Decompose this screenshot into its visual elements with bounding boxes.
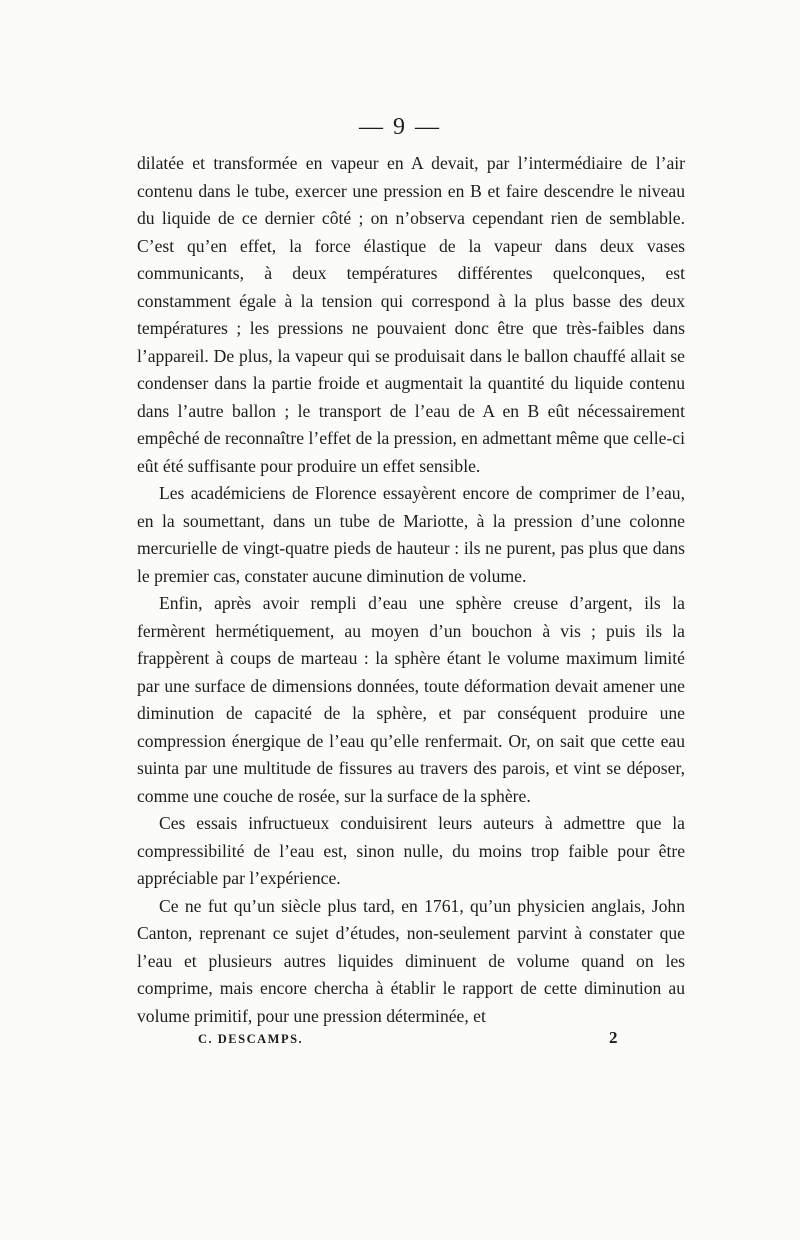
paragraph-2: Les académiciens de Florence essayèrent encore de comprimer de l’eau, en la soumettant, dans un tube de Mariotte, à la pression d’une colonne mercurielle de vingt-quatre pieds de hauteur : ils ne purent, pas plus que dans le premier cas, constater aucune diminution de volume. (137, 483, 685, 586)
paragraph-5: Ce ne fut qu’un siècle plus tard, en 1761, qu’un physicien anglais, John Canton, reprenant ce sujet d’études, non-seulement parvint à constater que l’eau et plusieurs autres liquides diminuent de volume quand on les comprime, mais encore chercha à établir le rapport de cette diminution au volume primitif, pour une pression déterminée, et (137, 895, 685, 1026)
paragraph-4: Ces essais infructueux conduisirent leurs auteurs à admettre que la compressibilité de l’eau est, sinon nulle, du moins trop faible pour être appréciable par l’expérience. (137, 813, 685, 888)
paragraph-3: Enfin, après avoir rempli d’eau une sphère creuse d’argent, ils la fermèrent hermétiquement, au moyen d’un bouchon à vis ; puis ils la frappèrent à coups de marteau : la sphère étant le volume maximum limité par une surface de dimensions données, toute déformation devait amener une diminution de capacité de la sphère, et par conséquent produire une compression énergique de l’eau qu’elle renfermait. Or, on sait que cette eau suinta par une multitude de fissures au travers des parois, et vint se déposer, comme une couche de rosée, sur la surface de la sphère. (137, 593, 685, 806)
printer-signature (198, 1030, 303, 1048)
gathering-signature-mark: 2 (609, 1028, 618, 1047)
printer-signature-text: C. DESCAMPS. (198, 1032, 304, 1046)
page-number: — 9 — (359, 114, 441, 140)
body-text (137, 150, 685, 1030)
paragraph-1: dilatée et transformée en vapeur en A devait, par l’intermédiaire de l’air contenu dans le tube, exercer une pression en B et faire descendre le niveau du liquide de ce dernier côté ; on n’observa cependant rien de semblable. C’est qu’en effet, la force élastique de la vapeur dans deux vases communicants, à deux températures différentes quelconques, est constamment égale à la tension qui correspond à la plus basse des deux températures ; les pressions ne pouvaient donc être que très-faibles dans l’appareil. De plus, la vapeur qui se produisait dans le ballon chauffé allait se condenser dans la partie froide et augmentait la quantité du liquide contenu dans l’autre ballon ; le transport de l’eau de A en B eût nécessairement empêché de reconnaître l’effet de la pression, en admettant même que celle-ci eût été suffisante pour produire un effet sensible. (137, 153, 685, 476)
